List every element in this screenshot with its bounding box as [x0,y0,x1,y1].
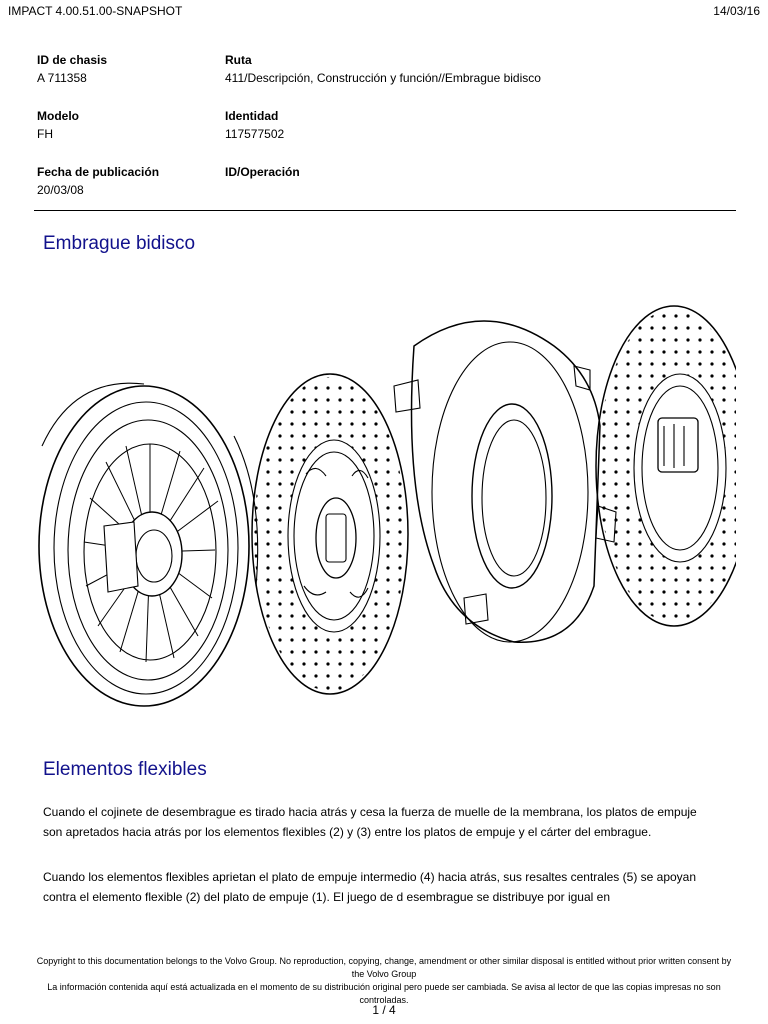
copyright-footer [30,955,738,1007]
model-label: Modelo [37,109,79,123]
page-header [8,4,760,20]
chassis-value: A 711358 [37,71,87,85]
copyright-notice: Copyright to this documentation belongs to the Volvo Group. No reproduction, copying, change, amendment or other similar disposal is entitled without prior written consent by the Volvo Group [36,956,732,979]
distribution-notice: La información contenida aquí está actualizada en el momento de su distribución original pero puede ser cambiada. Se avisa al lector de que las copias impresas no son controladas. [47,982,721,1005]
route-value: 411/Descripción, Construcción y función//Embrague bidisco [225,71,541,85]
body-paragraph-1: Cuando el cojinete de desembrague es tirado hacia atrás y cesa la fuerza de muelle de la membrana, los platos de empuje son apretados hacia atrás por los elementos flexibles (2) y (3) entre los platos de empuje y el cárter del embrague. [43,805,697,839]
route-label: Ruta [225,53,252,67]
body-paragraph-2: Cuando los elementos flexibles aprietan el plato de empuje intermedio (4) hacia atrás, sus resaltes centrales (5) se apoyan contra el elemento flexible (2) del plato de empuje (1). El juego de d esembrague se distribuye por igual en [43,870,697,904]
pubdate-value: 20/03/08 [37,183,84,197]
identity-value: 117577502 [225,127,285,141]
pressure-plate-assembly [39,383,258,706]
section-title-elementos-flexibles: Elementos flexibles [43,759,207,780]
header-divider [34,210,736,211]
app-title: IMPACT 4.00.51.00-SNAPSHOT [8,4,183,18]
operation-label: ID/Operación [225,165,300,179]
metadata-row [37,52,737,108]
friction-disc-2 [596,306,736,626]
identity-label: Identidad [225,109,279,123]
metadata-row [37,164,737,220]
section-title-embrague-bidisco: Embrague bidisco [43,233,196,254]
model-value: FH [37,127,53,141]
intermediate-plate [394,321,616,642]
page-counter: 1 / 4 [372,1003,396,1017]
metadata-row [37,108,737,164]
document-metadata [37,52,737,220]
print-date: 14/03/16 [713,4,760,18]
friction-disc-1 [252,374,408,694]
chassis-label: ID de chasis [37,53,108,67]
clutch-exploded-illustration [34,286,736,736]
pubdate-label: Fecha de publicación [37,165,160,179]
clutch-drawing-svg [34,286,736,736]
